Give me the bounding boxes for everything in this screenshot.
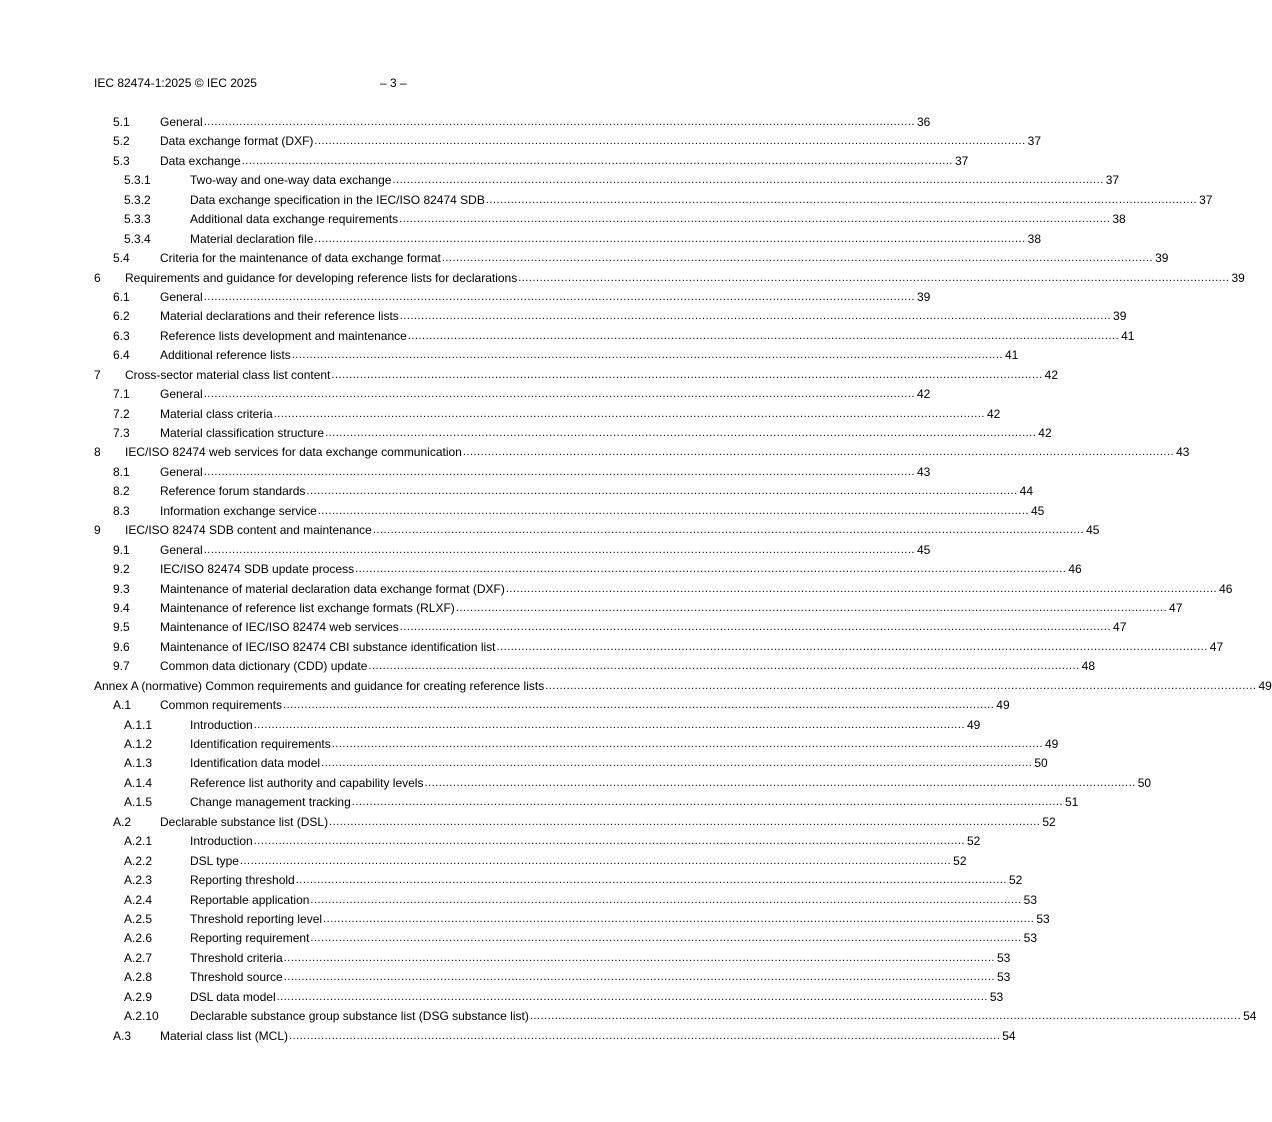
page-header [94,76,407,90]
toc-entry[interactable] [94,638,1224,657]
toc-entry-number: 6 [94,270,101,285]
toc-entry-title: Material class criteria [160,406,273,421]
dot-leader: ........................................................................................................................................................................................................ [545,679,1257,692]
toc-entry-page: 50 [1137,775,1152,790]
toc-entry-page: 39 [916,289,931,304]
toc-entry-page: 49 [1258,678,1272,693]
toc-entry-page: 39 [1231,270,1245,285]
toc-entry-title: Material declarations and their reference lists [160,309,399,324]
toc-entry[interactable] [94,405,1001,424]
toc-entry-number: A.2.10 [124,1009,159,1024]
toc-entry-number: 9.5 [113,620,130,635]
toc-entry-number: A.1.2 [124,737,153,751]
dot-leader: ........................................................................................................................................................................................................ [283,699,995,712]
toc-entry-page: 51 [1065,795,1079,810]
toc-entry-title: Additional reference lists [160,348,291,363]
toc-entry[interactable] [94,580,1233,599]
dot-leader: ........................................................................................................................................................................................................ [355,563,1067,576]
toc-entry-number: 9.3 [113,581,130,596]
toc-entry-number: 9.1 [113,542,130,557]
toc-entry-number: 5.1 [113,115,130,129]
toc-entry-page: 43 [916,464,931,479]
toc-entry-title: Declarable substance group substance list (DSG substance list) [190,1009,529,1024]
toc-entry-title: Maintenance of IEC/ISO 82474 CBI substance identification list [160,639,496,654]
toc-entry-number: A.1.3 [124,756,153,771]
toc-entry-title: DSL data model [190,989,276,1004]
dot-leader: ........................................................................................................................................................................................................ [485,193,1198,206]
dot-leader: ........................................................................................................................................................................................................ [289,1029,1001,1042]
toc-entry-number: A.2 [113,814,132,829]
toc-entry-number: A.2.1 [124,834,153,849]
toc-entry-number: 6.2 [113,309,130,324]
toc-entry-title: General [160,289,203,304]
toc-entry[interactable] [94,832,981,851]
dot-leader: ........................................................................................................................................................................................................ [331,368,1043,381]
toc-entry[interactable] [94,288,931,307]
dot-leader: ........................................................................................................................................................................................................ [310,932,1022,945]
toc-entry-number: 5.3 [113,153,130,168]
toc-entry-title: Identification requirements [190,737,331,751]
dot-leader: ........................................................................................................................................................................................................ [253,718,965,731]
toc-entry-title: Reporting requirement [190,931,310,946]
dot-leader: ........................................................................................................................................................................................................ [321,757,1033,770]
toc-entry-page: 47 [1113,620,1127,635]
toc-entry-title: General [160,115,203,129]
toc-entry[interactable] [94,560,1082,579]
toc-entry-title: Introduction [190,717,253,732]
toc-entry[interactable] [94,502,1045,521]
toc-entry[interactable] [94,891,1038,910]
toc-entry-page: 47 [1169,600,1183,615]
toc-entry-title: IEC/ISO 82474 SDB content and maintenance [125,523,372,538]
toc-entry[interactable] [94,929,1037,948]
toc-entry-page: 39 [1113,309,1127,324]
dot-leader: ........................................................................................................................................................................................................ [306,485,1018,498]
toc-entry-number: 8.1 [113,464,130,479]
dot-leader: ........................................................................................................................................................................................................ [496,640,1208,653]
toc-entry-title: Common data dictionary (CDD) update [160,659,368,674]
toc-entry-title: Reference forum standards [160,484,306,499]
dot-leader: ........................................................................................................................................................................................................ [295,874,1007,887]
toc-entry-title: Maintenance of IEC/ISO 82474 web services [160,620,399,635]
toc-entry[interactable] [94,482,1033,501]
toc-entry-page: 52 [966,834,981,849]
dot-leader: ........................................................................................................................................................................................................ [529,1010,1242,1023]
toc-entry-page: 53 [1023,892,1038,907]
toc-entry-page: 49 [966,717,981,732]
toc-entry-page: 54 [1243,1009,1257,1024]
toc-entry[interactable] [94,988,1004,1007]
toc-entry-page: 41 [1121,328,1135,343]
toc-entry-page: 52 [953,853,967,868]
toc-entry-title: Identification data model [190,756,321,771]
toc-entry-page: 42 [1038,426,1052,440]
toc-entry-page: 38 [1027,231,1041,246]
dot-leader: ........................................................................................................................................................................................................ [283,971,995,984]
toc-entry-title: Data exchange specification in the IEC/ISO 82474 SDB [190,192,485,207]
dot-leader: ........................................................................................................................................................................................................ [518,271,1230,284]
toc-entry[interactable] [94,366,1058,385]
toc-entry-title: Additional data exchange requirements [190,212,399,227]
toc-entry-title: IEC/ISO 82474 web services for data exchange communication [125,445,462,460]
toc-entry-title: Data exchange format (DXF) [160,134,314,149]
toc-entry-number: 9.4 [113,600,130,615]
toc-entry[interactable] [94,249,1169,268]
toc-entry-page: 42 [986,406,1001,421]
toc-entry-title: Annex A (normative) Common requirements and guidance for creating reference lists [94,678,545,693]
toc-entry[interactable] [94,424,1052,443]
dot-leader: ........................................................................................................................................................................................................ [329,815,1041,828]
toc-entry-number: A.2.5 [124,911,153,926]
dot-leader: ........................................................................................................................................................................................................ [392,174,1104,187]
dot-leader: ........................................................................................................................................................................................................ [317,504,1029,517]
toc-entry[interactable] [94,210,1126,229]
dot-leader: ........................................................................................................................................................................................................ [283,951,995,964]
toc-entry-number: 7.3 [113,426,130,440]
toc-entry-page: 37 [1199,192,1213,207]
dot-leader: ........................................................................................................................................................................................................ [462,446,1175,459]
toc-entry-title: Data exchange [160,153,241,168]
toc-entry[interactable] [94,968,1011,987]
toc-entry-number: A.2.7 [124,950,153,965]
dot-leader: ........................................................................................................................................................................................................ [399,310,1112,323]
dot-leader: ........................................................................................................................................................................................................ [505,582,1218,595]
toc-entry-title: General [160,387,203,402]
dot-leader: ........................................................................................................................................................................................................ [368,660,1080,673]
toc-entry-page: 48 [1081,659,1096,674]
toc-entry-number: 8 [94,445,101,460]
toc-entry-number: 7.1 [113,387,130,402]
toc-entry[interactable] [94,346,1019,365]
toc-entry-page: 46 [1068,562,1082,577]
toc-entry-title: Requirements and guidance for developing reference lists for declarations [125,270,518,285]
toc-entry-page: 37 [1027,134,1041,149]
toc-entry-page: 45 [1030,503,1045,518]
toc-entry[interactable] [94,230,1041,249]
toc-entry-title: Introduction [190,834,253,849]
toc-entry-page: 54 [1002,1028,1016,1043]
toc-entry[interactable] [94,696,1010,715]
toc-entry-number: A.2.4 [124,892,153,907]
toc-entry-page: 49 [1044,737,1059,751]
toc-entry-title: Two-way and one-way data exchange [190,173,392,188]
dot-leader: ........................................................................................................................................................................................................ [407,329,1120,342]
dot-leader: ........................................................................................................................................................................................................ [241,154,953,167]
toc-entry[interactable] [94,541,931,560]
toc-entry-page: 38 [1112,212,1126,227]
toc-entry-page: 49 [996,698,1010,713]
toc-entry[interactable] [94,813,1056,832]
toc-entry[interactable] [94,599,1183,618]
toc-entry[interactable] [94,657,1096,676]
toc-entry-page: 45 [1086,523,1100,538]
toc-entry-number: 6.3 [113,328,130,343]
toc-entry-page: 53 [996,950,1011,965]
toc-entry-page: 43 [1176,445,1190,460]
toc-entry-page: 39 [1155,251,1169,266]
toc-entry-number: A.1.1 [124,717,153,732]
toc-entry-title: DSL type [190,853,239,868]
toc-entry-title: Threshold reporting level [190,911,323,926]
dot-leader: ........................................................................................................................................................................................................ [203,465,915,478]
toc-entry-number: 5.3.4 [124,231,151,246]
toc-entry[interactable] [94,463,931,482]
toc-entry-number: 9.7 [113,659,130,674]
dot-leader: ........................................................................................................................................................................................................ [276,990,988,1003]
toc-entry-title: Common requirements [160,698,283,713]
dot-leader: ........................................................................................................................................................................................................ [291,349,1003,362]
toc-entry-number: 5.3.1 [124,173,151,188]
toc-entry[interactable] [94,385,931,404]
toc-entry-number: A.2.8 [124,970,153,985]
toc-entry-title: Threshold source [190,970,283,985]
dot-leader: ........................................................................................................................................................................................................ [203,388,915,401]
toc-entry-page: 36 [916,115,931,129]
toc-entry-number: 9 [94,523,101,538]
toc-entry-title: Maintenance of material declaration data exchange format (DXF) [160,581,505,596]
toc-entry-page: 42 [916,387,931,402]
toc-entry-page: 52 [1008,873,1023,888]
toc-entry-number: A.3 [113,1028,132,1043]
toc-entry[interactable] [94,132,1041,151]
toc-entry-number: 5.3.3 [124,212,151,227]
dot-leader: ........................................................................................................................................................................................................ [239,854,952,867]
dot-leader: ........................................................................................................................................................................................................ [441,252,1154,265]
toc-entry-page: 53 [1036,911,1050,926]
toc-entry-number: 8.3 [113,503,130,518]
toc-entry-number: A.2.3 [124,873,153,888]
dot-leader: ........................................................................................................................................................................................................ [424,776,1136,789]
toc-entry[interactable] [94,307,1127,326]
dot-leader: ........................................................................................................................................................................................................ [331,738,1043,750]
toc-entry-title: IEC/ISO 82474 SDB update process [160,562,355,577]
toc-entry-number: 9.2 [113,562,130,577]
toc-entry-page: 41 [1004,348,1019,363]
dot-leader: ........................................................................................................................................................................................................ [203,543,915,556]
table-of-contents [94,113,1272,1046]
toc-entry[interactable] [94,521,1100,540]
toc-entry[interactable] [94,1007,1257,1026]
toc-entry-title: Change management tracking [190,795,351,810]
dot-leader: ........................................................................................................................................................................................................ [372,524,1085,537]
toc-entry-title: Declarable substance list (DSL) [160,814,329,829]
toc-entry-title: Threshold criteria [190,950,283,965]
toc-entry-number: A.1 [113,698,132,713]
toc-entry-number: 7.2 [113,406,130,421]
toc-entry[interactable] [94,327,1135,346]
toc-entry[interactable] [94,754,1048,773]
toc-entry-page: 37 [1105,173,1120,188]
toc-entry-page: 53 [989,989,1004,1004]
dot-leader: ........................................................................................................................................................................................................ [351,796,1063,809]
toc-entry[interactable] [94,871,1023,890]
toc-entry-number: 6.1 [113,289,130,304]
toc-entry[interactable] [94,443,1190,462]
toc-entry[interactable] [94,852,967,871]
toc-entry-title: Material class list (MCL) [160,1028,289,1043]
toc-entry-number: 5.2 [113,134,130,149]
toc-entry-number: A.2.9 [124,989,153,1004]
toc-entry-page: 44 [1019,484,1033,499]
toc-entry[interactable] [94,618,1127,637]
dot-leader: ........................................................................................................................................................................................................ [203,290,915,303]
toc-entry-title: General [160,464,203,479]
toc-entry-title: Material declaration file [190,231,314,246]
toc-entry-title: Criteria for the maintenance of data exchange format [160,251,441,266]
dot-leader: ........................................................................................................................................................................................................ [455,601,1168,614]
toc-entry-page: 42 [1044,367,1058,382]
toc-entry-number: A.1.5 [124,795,153,810]
toc-entry-title: General [160,542,203,557]
toc-entry-title: Reference list authority and capability levels [190,775,424,790]
toc-entry[interactable] [94,774,1152,793]
dot-leader: ........................................................................................................................................................................................................ [314,135,1026,148]
toc-entry-number: 9.6 [113,639,130,654]
dot-leader: ........................................................................................................................................................................................................ [399,621,1112,634]
toc-entry-page: 46 [1219,581,1233,596]
toc-entry[interactable] [94,1027,1016,1046]
toc-entry-number: A.1.4 [124,775,153,790]
toc-entry-page: 47 [1209,639,1224,654]
page-number: – 3 – [380,76,407,90]
toc-entry[interactable] [94,949,1011,968]
toc-entry[interactable] [94,171,1120,190]
dot-leader: ........................................................................................................................................................................................................ [203,116,915,128]
dot-leader: ........................................................................................................................................................................................................ [314,232,1026,245]
dot-leader: ........................................................................................................................................................................................................ [323,912,1035,925]
toc-entry-number: 8.2 [113,484,130,499]
toc-entry-title: Information exchange service [160,503,317,518]
toc-entry-page: 37 [954,153,969,168]
dot-leader: ........................................................................................................................................................................................................ [310,893,1022,906]
toc-entry-page: 52 [1042,814,1056,829]
dot-leader: ........................................................................................................................................................................................................ [325,427,1037,439]
toc-entry[interactable] [94,735,1059,754]
toc-entry[interactable] [94,269,1245,288]
toc-entry[interactable] [94,716,981,735]
toc-entry[interactable] [94,152,969,171]
toc-entry-page: 45 [916,542,931,557]
toc-entry-number: A.2.2 [124,853,153,868]
toc-entry-title: Reference lists development and maintenance [160,328,407,343]
toc-entry[interactable] [94,191,1213,210]
toc-entry-title: Material classification structure [160,426,325,440]
toc-entry-title: Reporting threshold [190,873,295,888]
toc-entry[interactable] [94,113,931,132]
toc-entry-page: 50 [1034,756,1048,771]
dot-leader: ........................................................................................................................................................................................................ [399,213,1111,226]
document-id: IEC 82474-1:2025 © IEC 2025 [94,76,257,90]
toc-entry-number: A.2.6 [124,931,153,946]
toc-entry-title: Reportable application [190,892,310,907]
dot-leader: ........................................................................................................................................................................................................ [273,407,985,420]
toc-entry[interactable] [94,793,1079,812]
toc-entry-number: 6.4 [113,348,130,363]
toc-entry-number: 5.4 [113,251,130,266]
toc-entry-page: 53 [1023,931,1037,946]
dot-leader: ........................................................................................................................................................................................................ [253,835,965,848]
toc-entry-number: 7 [94,367,101,382]
toc-entry[interactable] [94,677,1272,696]
toc-entry-page: 53 [996,970,1011,985]
toc-entry-title: Maintenance of reference list exchange formats (RLXF) [160,600,455,615]
toc-entry[interactable] [94,910,1050,929]
toc-entry-title: Cross-sector material class list content [125,367,331,382]
toc-entry-number: 5.3.2 [124,192,151,207]
